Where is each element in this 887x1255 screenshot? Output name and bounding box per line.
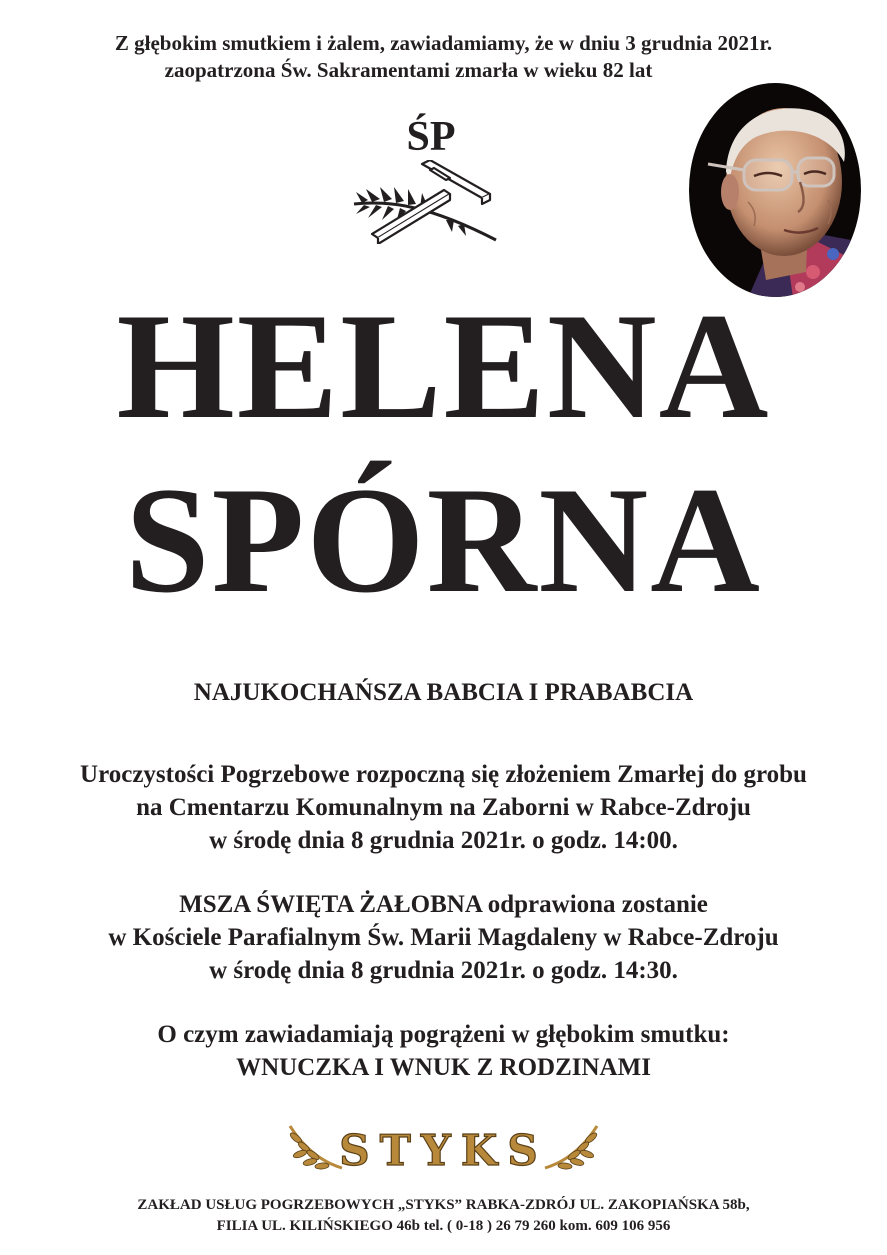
deceased-first-name: HELENA (116, 282, 771, 450)
mourners-line-2: WNUCZKA I WNUK Z RODZINAMI (236, 1054, 651, 1081)
mourners-info (0, 1018, 887, 1084)
footer-line-1: ZAKŁAD USŁUG POGRZEBOWYCH „STYKS” RABKA-ZDRÓJ UL. ZAKOPIAŃSKA 58b, (137, 1197, 750, 1213)
wheat-left-icon (289, 1126, 342, 1170)
styks-logo (286, 1118, 601, 1180)
logo-text: STYKS (339, 1126, 548, 1175)
mass-line-2: w Kościele Parafialnym Św. Marii Magdaleny w Rabce-Zdroju (108, 924, 779, 951)
mass-line-1: MSZA ŚWIĘTA ŻAŁOBNA odprawiona zostanie (179, 891, 708, 918)
sp-mark: ŚP (406, 114, 456, 160)
intro-line-1: Z głębokim smutkiem i żalem, zawiadamiamy, że w dniu 3 grudnia 2021r. (114, 31, 773, 55)
footer (0, 1195, 887, 1237)
intro-text (0, 30, 887, 84)
mass-line-3: w środę dnia 8 grudnia 2021r. o godz. 14:30. (209, 957, 678, 984)
portrait-photo (688, 82, 862, 298)
intro-line-2: zaopatrzona Św. Sakramentami zmarła w wieku 82 lat (164, 58, 653, 82)
relationship-subtitle: NAJUKOCHAŃSZA BABCIA I PRABABCIA (193, 679, 694, 706)
deceased-last-name: SPÓRNA (125, 456, 762, 624)
wheat-right-icon (545, 1126, 598, 1170)
cross-with-palm-icon (350, 160, 502, 244)
mourners-line-1: O czym zawiadamiają pogrążeni w głębokim smutku: (157, 1021, 730, 1048)
footer-line-2: FILIA UL. KILIŃSKIEGO 46b tel. ( 0-18 ) 26 79 260 kom. 609 106 956 (216, 1218, 671, 1234)
funeral-line-1: Uroczystości Pogrzebowe rozpoczną się złożeniem Zmarłej do grobu (80, 761, 807, 788)
mass-info (0, 888, 887, 987)
funeral-line-2: na Cmentarzu Komunalnym na Zaborni w Rabce-Zdroju (136, 794, 751, 821)
funeral-info (0, 758, 887, 857)
funeral-line-3: w środę dnia 8 grudnia 2021r. o godz. 14:00. (209, 827, 678, 854)
